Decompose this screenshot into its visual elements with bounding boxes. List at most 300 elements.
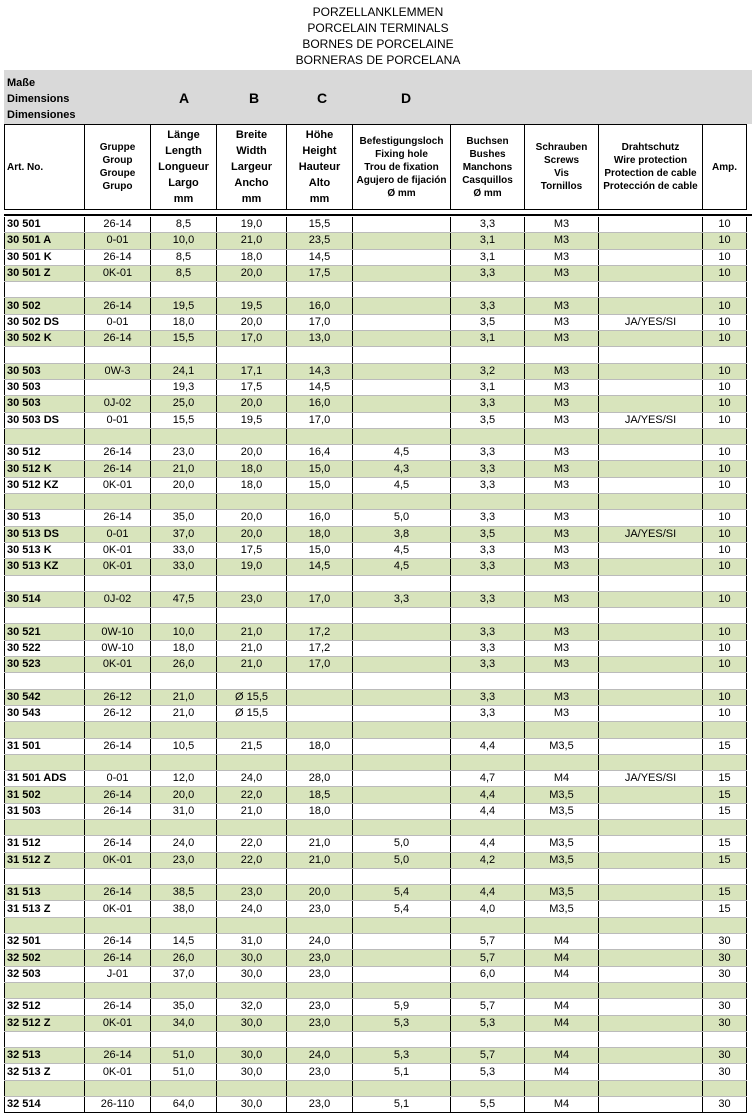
cell-gruppe: 26-14 — [85, 999, 151, 1015]
cell-hoehe: 17,0 — [287, 657, 353, 673]
cell-wire-protection — [599, 347, 703, 363]
cell-gruppe: 0-01 — [85, 314, 151, 330]
cell-art-no: 32 514 — [5, 1097, 85, 1113]
cell-laenge — [151, 347, 217, 363]
cell-amp: 30 — [703, 1048, 747, 1064]
cell-breite — [217, 868, 287, 884]
cell-screws: M3 — [525, 624, 599, 640]
product-table — [4, 217, 747, 1113]
cell-screws: M3 — [525, 249, 599, 265]
cell-screws: M3 — [525, 705, 599, 721]
cell-gruppe: 26-14 — [85, 445, 151, 461]
cell-breite: 20,0 — [217, 265, 287, 281]
table-row — [5, 803, 747, 819]
cell-amp: 10 — [703, 379, 747, 395]
cell-fixing-hole — [353, 705, 451, 721]
cell-amp: 15 — [703, 836, 747, 852]
cell-laenge: 47,5 — [151, 591, 217, 607]
cell-art-no: 30 503 — [5, 379, 85, 395]
table-row — [5, 1048, 747, 1064]
header-hoehe-line: Height — [302, 145, 337, 157]
cell-breite: 22,0 — [217, 852, 287, 868]
header-drahtschutz-line: Wire protection — [613, 155, 688, 166]
cell-bushes — [451, 347, 525, 363]
cell-screws — [525, 608, 599, 624]
table-row — [5, 787, 747, 803]
cell-hoehe — [287, 722, 353, 738]
cell-laenge: 35,0 — [151, 999, 217, 1015]
cell-wire-protection — [599, 787, 703, 803]
cell-hoehe: 13,0 — [287, 331, 353, 347]
cell-art-no: 30 512 — [5, 445, 85, 461]
cell-bushes: 3,5 — [451, 412, 525, 428]
table-row — [5, 754, 747, 770]
cell-amp: 30 — [703, 950, 747, 966]
cell-fixing-hole: 4,5 — [353, 559, 451, 575]
cell-gruppe — [85, 754, 151, 770]
cell-breite: 20,0 — [217, 396, 287, 412]
header-hoehe-line: Höhe — [305, 129, 334, 141]
cell-gruppe: 0K-01 — [85, 852, 151, 868]
cell-wire-protection — [599, 950, 703, 966]
cell-fixing-hole: 5,4 — [353, 885, 451, 901]
cell-fixing-hole: 4,5 — [353, 445, 451, 461]
cell-screws: M3 — [525, 689, 599, 705]
cell-art-no: 30 502 DS — [5, 314, 85, 330]
cell-hoehe: 21,0 — [287, 836, 353, 852]
cell-gruppe: 0-01 — [85, 233, 151, 249]
cell-breite: 30,0 — [217, 1097, 287, 1113]
cell-screws: M3 — [525, 217, 599, 233]
table-row — [5, 836, 747, 852]
cell-art-no: 30 502 K — [5, 331, 85, 347]
cell-art-no: 30 501 A — [5, 233, 85, 249]
cell-wire-protection — [599, 657, 703, 673]
cell-gruppe: 26-14 — [85, 249, 151, 265]
cell-wire-protection: JA/YES/SI — [599, 314, 703, 330]
cell-breite: 30,0 — [217, 950, 287, 966]
cell-gruppe: 0W-3 — [85, 363, 151, 379]
cell-bushes: 3,3 — [451, 477, 525, 493]
cell-bushes: 5,7 — [451, 1048, 525, 1064]
cell-amp: 10 — [703, 542, 747, 558]
cell-laenge: 19,5 — [151, 298, 217, 314]
cell-breite: 19,5 — [217, 298, 287, 314]
cell-bushes — [451, 754, 525, 770]
cell-bushes — [451, 982, 525, 998]
cell-hoehe: 23,0 — [287, 950, 353, 966]
header-schrauben — [525, 125, 599, 210]
cell-bushes: 5,7 — [451, 999, 525, 1015]
header-schrauben-line: Tornillos — [540, 181, 583, 192]
cell-art-no — [5, 282, 85, 298]
cell-breite: 20,0 — [217, 510, 287, 526]
cell-hoehe: 14,5 — [287, 249, 353, 265]
cell-hoehe: 20,0 — [287, 885, 353, 901]
cell-fixing-hole — [353, 379, 451, 395]
dimensions-label — [7, 75, 75, 123]
cell-gruppe — [85, 428, 151, 444]
table-row — [5, 934, 747, 950]
cell-breite: 21,0 — [217, 640, 287, 656]
cell-breite: 17,0 — [217, 331, 287, 347]
title-de: PORZELLANKLEMMEN — [312, 5, 444, 19]
cell-laenge: 24,1 — [151, 363, 217, 379]
header-hoehe-line: mm — [309, 193, 330, 205]
cell-breite: 17,5 — [217, 379, 287, 395]
cell-gruppe: 0K-01 — [85, 542, 151, 558]
cell-screws — [525, 494, 599, 510]
cell-art-no: 32 501 — [5, 934, 85, 950]
cell-amp: 30 — [703, 999, 747, 1015]
cell-art-no: 30 501 — [5, 217, 85, 233]
table-row — [5, 494, 747, 510]
cell-fixing-hole — [353, 233, 451, 249]
cell-fixing-hole — [353, 428, 451, 444]
cell-art-no: 30 522 — [5, 640, 85, 656]
cell-bushes: 3,3 — [451, 591, 525, 607]
cell-fixing-hole — [353, 298, 451, 314]
cell-wire-protection — [599, 265, 703, 281]
cell-wire-protection — [599, 542, 703, 558]
cell-gruppe: 0K-01 — [85, 559, 151, 575]
cell-screws: M3,5 — [525, 803, 599, 819]
cell-wire-protection — [599, 591, 703, 607]
cell-amp: 10 — [703, 298, 747, 314]
cell-fixing-hole — [353, 624, 451, 640]
table-row — [5, 249, 747, 265]
cell-bushes: 3,3 — [451, 265, 525, 281]
cell-bushes — [451, 673, 525, 689]
cell-art-no: 30 512 K — [5, 461, 85, 477]
header-drahtschutz-line: Protección de cable — [603, 181, 698, 192]
cell-art-no: 31 512 — [5, 836, 85, 852]
cell-breite — [217, 982, 287, 998]
cell-screws: M3 — [525, 591, 599, 607]
cell-screws: M3 — [525, 331, 599, 347]
cell-laenge: 33,0 — [151, 542, 217, 558]
cell-bushes: 3,5 — [451, 526, 525, 542]
cell-gruppe — [85, 282, 151, 298]
table-row — [5, 673, 747, 689]
cell-hoehe: 14,5 — [287, 379, 353, 395]
cell-art-no: 31 503 — [5, 803, 85, 819]
cell-fixing-hole: 4,5 — [353, 542, 451, 558]
cell-screws — [525, 722, 599, 738]
cell-laenge — [151, 917, 217, 933]
table-row — [5, 950, 747, 966]
cell-screws: M4 — [525, 950, 599, 966]
table-row — [5, 1080, 747, 1096]
cell-gruppe: 26-14 — [85, 885, 151, 901]
cell-hoehe — [287, 982, 353, 998]
cell-hoehe: 23,0 — [287, 1064, 353, 1080]
cell-wire-protection — [599, 575, 703, 591]
table-row — [5, 510, 747, 526]
cell-breite — [217, 608, 287, 624]
cell-hoehe — [287, 282, 353, 298]
cell-hoehe: 18,5 — [287, 787, 353, 803]
cell-breite: Ø 15,5 — [217, 689, 287, 705]
cell-breite: 22,0 — [217, 836, 287, 852]
header-buchsen-line: Buchsen — [466, 135, 509, 147]
table-row — [5, 396, 747, 412]
cell-fixing-hole — [353, 396, 451, 412]
cell-amp — [703, 982, 747, 998]
cell-hoehe: 23,0 — [287, 1015, 353, 1031]
cell-laenge — [151, 282, 217, 298]
cell-wire-protection — [599, 738, 703, 754]
cell-screws: M4 — [525, 1048, 599, 1064]
cell-laenge: 51,0 — [151, 1064, 217, 1080]
cell-gruppe: 26-14 — [85, 217, 151, 233]
cell-wire-protection — [599, 233, 703, 249]
cell-fixing-hole — [353, 803, 451, 819]
cell-hoehe — [287, 1080, 353, 1096]
cell-wire-protection — [599, 917, 703, 933]
cell-art-no: 31 501 ADS — [5, 771, 85, 787]
header-hoehe-line: Alto — [308, 177, 331, 189]
cell-amp: 10 — [703, 249, 747, 265]
cell-screws: M3 — [525, 445, 599, 461]
cell-hoehe: 15,5 — [287, 217, 353, 233]
cell-amp: 10 — [703, 412, 747, 428]
header-breite — [217, 125, 287, 210]
cell-amp — [703, 1080, 747, 1096]
cell-laenge: 21,0 — [151, 689, 217, 705]
cell-art-no: 30 503 DS — [5, 412, 85, 428]
cell-breite: 19,0 — [217, 217, 287, 233]
cell-breite: 19,0 — [217, 559, 287, 575]
cell-gruppe — [85, 608, 151, 624]
cell-breite: 21,0 — [217, 657, 287, 673]
cell-art-no: 30 543 — [5, 705, 85, 721]
cell-fixing-hole — [353, 575, 451, 591]
cell-breite: 17,5 — [217, 542, 287, 558]
header-breite-line: Ancho — [234, 177, 269, 189]
cell-gruppe — [85, 819, 151, 835]
cell-wire-protection — [599, 1048, 703, 1064]
cell-screws — [525, 917, 599, 933]
cell-wire-protection — [599, 934, 703, 950]
cell-fixing-hole — [353, 819, 451, 835]
cell-breite — [217, 917, 287, 933]
cell-art-no — [5, 982, 85, 998]
cell-fixing-hole — [353, 934, 451, 950]
cell-breite: 24,0 — [217, 771, 287, 787]
dimensions-label-es: Dimensiones — [7, 109, 76, 121]
cell-fixing-hole — [353, 1031, 451, 1047]
cell-fixing-hole — [353, 657, 451, 673]
header-buchsen-line: Bushes — [469, 148, 506, 160]
cell-gruppe: 26-110 — [85, 1097, 151, 1113]
cell-amp: 30 — [703, 1015, 747, 1031]
cell-gruppe: 26-14 — [85, 461, 151, 477]
cell-laenge: 12,0 — [151, 771, 217, 787]
cell-wire-protection — [599, 673, 703, 689]
cell-screws — [525, 868, 599, 884]
dim-letter-b: B — [248, 90, 260, 106]
cell-laenge — [151, 982, 217, 998]
cell-bushes: 5,3 — [451, 1015, 525, 1031]
cell-art-no: 30 501 Z — [5, 265, 85, 281]
cell-art-no — [5, 722, 85, 738]
table-row — [5, 314, 747, 330]
cell-breite: 24,0 — [217, 901, 287, 917]
cell-laenge: 18,0 — [151, 640, 217, 656]
cell-gruppe: 26-14 — [85, 510, 151, 526]
cell-hoehe: 18,0 — [287, 803, 353, 819]
header-buchsen — [451, 125, 525, 210]
cell-wire-protection — [599, 445, 703, 461]
cell-wire-protection — [599, 705, 703, 721]
cell-bushes — [451, 868, 525, 884]
cell-art-no — [5, 428, 85, 444]
cell-screws: M3 — [525, 412, 599, 428]
cell-screws — [525, 428, 599, 444]
table-row — [5, 1015, 747, 1031]
cell-bushes: 3,5 — [451, 314, 525, 330]
cell-laenge: 15,5 — [151, 331, 217, 347]
cell-amp — [703, 1031, 747, 1047]
cell-gruppe: 0K-01 — [85, 901, 151, 917]
cell-amp — [703, 673, 747, 689]
cell-bushes: 3,3 — [451, 624, 525, 640]
cell-amp: 10 — [703, 477, 747, 493]
cell-art-no — [5, 1031, 85, 1047]
cell-gruppe: 0K-01 — [85, 1015, 151, 1031]
header-befestigung-line: Trou de fixation — [364, 161, 439, 173]
header-drahtschutz-line: Protection de cable — [604, 168, 697, 179]
table-row — [5, 705, 747, 721]
cell-bushes: 3,3 — [451, 542, 525, 558]
cell-breite — [217, 754, 287, 770]
cell-gruppe: 0J-02 — [85, 396, 151, 412]
cell-wire-protection — [599, 852, 703, 868]
cell-bushes: 3,3 — [451, 396, 525, 412]
cell-hoehe — [287, 575, 353, 591]
header-gruppe — [85, 125, 151, 210]
cell-fixing-hole — [353, 412, 451, 428]
cell-fixing-hole — [353, 738, 451, 754]
page-titles — [0, 0, 756, 68]
cell-fixing-hole — [353, 608, 451, 624]
cell-amp — [703, 494, 747, 510]
cell-wire-protection — [599, 461, 703, 477]
cell-gruppe — [85, 575, 151, 591]
cell-breite — [217, 819, 287, 835]
cell-hoehe — [287, 754, 353, 770]
cell-laenge: 20,0 — [151, 787, 217, 803]
cell-hoehe: 14,5 — [287, 559, 353, 575]
cell-art-no: 31 502 — [5, 787, 85, 803]
cell-art-no: 30 523 — [5, 657, 85, 673]
cell-wire-protection — [599, 803, 703, 819]
cell-fixing-hole: 4,3 — [353, 461, 451, 477]
table-row — [5, 412, 747, 428]
cell-hoehe — [287, 673, 353, 689]
cell-laenge — [151, 868, 217, 884]
cell-bushes: 3,1 — [451, 249, 525, 265]
cell-gruppe: 26-14 — [85, 950, 151, 966]
cell-screws: M3,5 — [525, 787, 599, 803]
cell-bushes: 4,4 — [451, 787, 525, 803]
table-row — [5, 428, 747, 444]
cell-laenge: 19,3 — [151, 379, 217, 395]
cell-wire-protection — [599, 494, 703, 510]
cell-gruppe: 26-12 — [85, 689, 151, 705]
cell-gruppe: 0K-01 — [85, 1064, 151, 1080]
cell-wire-protection — [599, 282, 703, 298]
cell-gruppe — [85, 868, 151, 884]
cell-amp: 10 — [703, 559, 747, 575]
cell-breite: 22,0 — [217, 787, 287, 803]
cell-breite: 18,0 — [217, 249, 287, 265]
cell-wire-protection — [599, 363, 703, 379]
cell-screws: M3 — [525, 396, 599, 412]
cell-screws: M4 — [525, 771, 599, 787]
header-laenge — [151, 125, 217, 210]
cell-laenge: 64,0 — [151, 1097, 217, 1113]
cell-amp — [703, 347, 747, 363]
header-gruppe-line: Group — [102, 155, 133, 166]
table-row — [5, 477, 747, 493]
cell-screws: M3 — [525, 379, 599, 395]
cell-laenge: 37,0 — [151, 526, 217, 542]
cell-screws: M3 — [525, 233, 599, 249]
cell-art-no — [5, 673, 85, 689]
cell-wire-protection — [599, 982, 703, 998]
cell-hoehe: 17,0 — [287, 412, 353, 428]
cell-bushes — [451, 282, 525, 298]
table-row — [5, 722, 747, 738]
cell-breite: 20,0 — [217, 314, 287, 330]
cell-laenge: 10,0 — [151, 624, 217, 640]
cell-amp: 10 — [703, 689, 747, 705]
cell-amp: 10 — [703, 265, 747, 281]
cell-amp: 15 — [703, 885, 747, 901]
cell-amp — [703, 819, 747, 835]
cell-amp: 15 — [703, 852, 747, 868]
cell-fixing-hole — [353, 265, 451, 281]
table-row — [5, 575, 747, 591]
header-befestigung-line: Ø mm — [387, 187, 416, 199]
cell-screws: M4 — [525, 966, 599, 982]
cell-hoehe: 16,4 — [287, 445, 353, 461]
cell-wire-protection — [599, 1031, 703, 1047]
cell-screws: M3 — [525, 657, 599, 673]
cell-art-no — [5, 608, 85, 624]
cell-amp: 10 — [703, 591, 747, 607]
cell-gruppe: 0J-02 — [85, 591, 151, 607]
cell-art-no: 30 513 KZ — [5, 559, 85, 575]
cell-art-no: 30 514 — [5, 591, 85, 607]
cell-art-no — [5, 754, 85, 770]
cell-amp: 30 — [703, 1064, 747, 1080]
cell-screws: M3 — [525, 640, 599, 656]
cell-screws: M3 — [525, 510, 599, 526]
cell-bushes — [451, 1031, 525, 1047]
cell-bushes: 3,3 — [451, 510, 525, 526]
cell-amp: 10 — [703, 331, 747, 347]
cell-wire-protection — [599, 559, 703, 575]
cell-fixing-hole: 5,0 — [353, 836, 451, 852]
cell-art-no: 32 512 Z — [5, 1015, 85, 1031]
cell-laenge: 15,5 — [151, 412, 217, 428]
cell-wire-protection — [599, 689, 703, 705]
header-gruppe-line: Gruppe — [99, 142, 136, 153]
cell-wire-protection — [599, 396, 703, 412]
